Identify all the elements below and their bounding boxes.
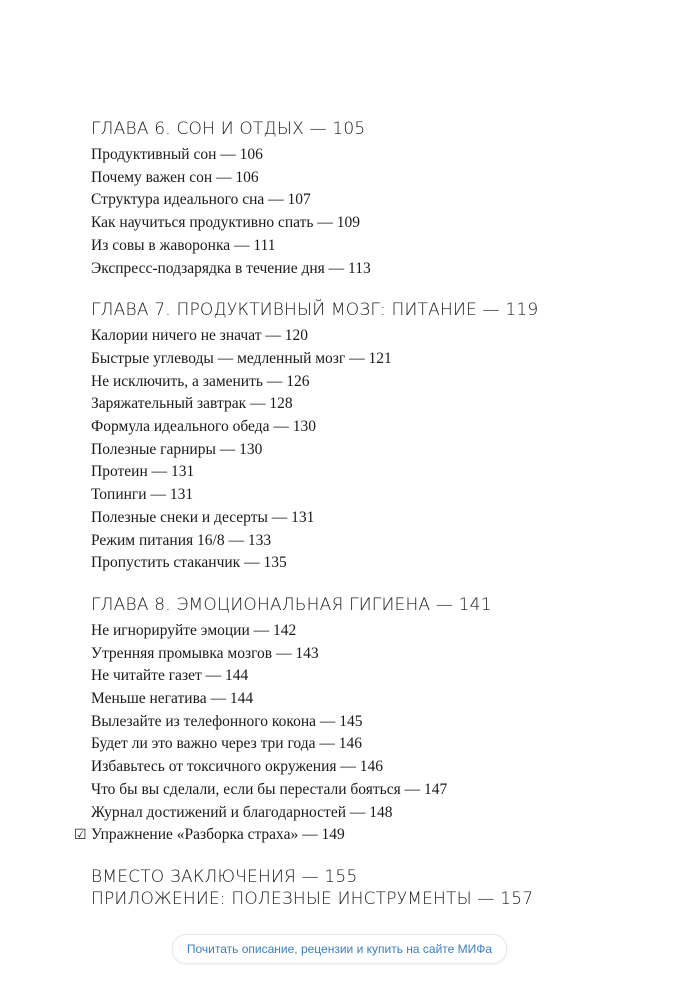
toc-entry: Из совы в жаворонка — 111 — [91, 236, 276, 254]
exercise-entry — [74, 824, 651, 847]
chapter-6-section — [91, 118, 651, 280]
buy-on-mif-link[interactable]: Почитать описание, рецензии и купить на сайте МИФа — [172, 934, 507, 964]
toc-entry: Полезные снеки и десерты — 131 — [91, 508, 315, 526]
table-of-contents — [74, 118, 651, 910]
appendix-title: ПРИЛОЖЕНИЕ: ПОЛЕЗНЫЕ ИНСТРУМЕНТЫ — 157 — [91, 888, 534, 909]
toc-entry: Пропустить стаканчик — 135 — [91, 554, 287, 572]
chapter-8-section — [74, 594, 651, 847]
toc-entry: Быстрые углеводы — медленный мозг — 121 — [91, 349, 392, 367]
exercise-label: Упражнение «Разборка страха» — 149 — [91, 826, 345, 844]
conclusion-title: ВМЕСТО ЗАКЛЮЧЕНИЯ — 155 — [91, 866, 358, 887]
toc-entry: Экспресс-подзарядка в течение дня — 113 — [91, 259, 371, 277]
toc-entry: Будет ли это важно через три года — 146 — [91, 735, 362, 753]
toc-entry: Заряжательный завтрак — 128 — [91, 395, 293, 413]
chapter-title: ГЛАВА 6. СОН И ОТДЫХ — 105 — [91, 119, 366, 139]
chapter-title: ГЛАВА 8. ЭМОЦИОНАЛЬНАЯ ГИГИЕНА — 141 — [91, 594, 492, 615]
toc-entry: Не игнорируйте эмоции — 142 — [91, 621, 297, 639]
toc-entry: Не читайте газет — 144 — [91, 667, 249, 685]
toc-entry: Избавьтесь от токсичного окружения — 146 — [91, 758, 383, 776]
toc-entry: Не исключить, а заменить — 126 — [91, 372, 310, 390]
toc-entry: Что бы вы сделали, если бы перестали бояться — 147 — [91, 780, 448, 798]
toc-entry: Протеин — 131 — [91, 463, 195, 481]
toc-entry: Продуктивный сон — 106 — [91, 146, 263, 163]
toc-entry: Почему важен сон — 106 — [91, 168, 259, 186]
toc-entry: Режим питания 16/8 — 133 — [91, 531, 272, 549]
toc-entry: Утренняя промывка мозгов — 143 — [91, 644, 319, 662]
chapter-7-section — [91, 299, 651, 575]
checkbox-icon: ☑ — [74, 827, 87, 844]
toc-entry: Журнал достижений и благодарностей — 148 — [91, 803, 393, 821]
toc-entry: Калории ничего не значат — 120 — [91, 327, 308, 345]
toc-entry: Структура идеального сна — 107 — [91, 191, 311, 209]
closing-section — [91, 866, 651, 910]
toc-entry: Полезные гарниры — 130 — [91, 440, 263, 458]
toc-entry: Вылезайте из телефонного кокона — 145 — [91, 712, 363, 730]
toc-entry: Меньше негатива — 144 — [91, 690, 254, 708]
toc-entry: Топинги — 131 — [91, 486, 194, 504]
toc-entry: Формула идеального обеда — 130 — [91, 418, 316, 436]
chapter-title: ГЛАВА 7. ПРОДУКТИВНЫЙ МОЗГ: ПИТАНИЕ — 119 — [91, 300, 539, 321]
toc-entry: Как научиться продуктивно спать — 109 — [91, 214, 360, 232]
